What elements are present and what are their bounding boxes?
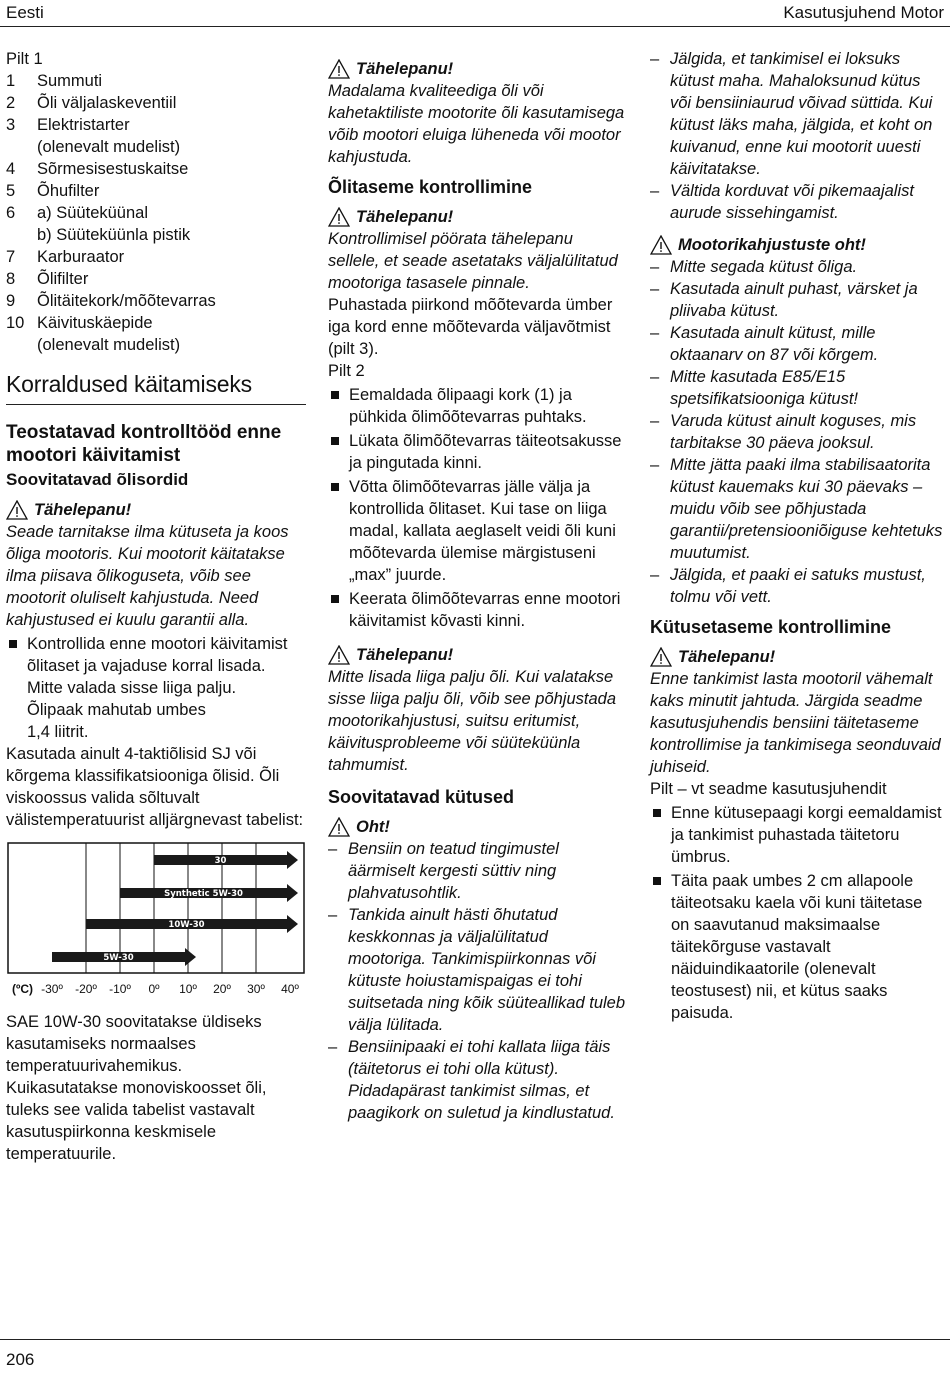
danger-block: [328, 816, 628, 1124]
warning-triangle-icon: [328, 817, 350, 837]
chart-bar-label: 5W-30: [103, 953, 134, 963]
square-bullet-icon: [331, 483, 339, 491]
chart-tick-label: -30º: [41, 982, 63, 996]
warning-block: [328, 206, 628, 294]
warning-text: Enne tankimist lasta mootoril vähemalt kaks minutit jahtuda. Järgida seadme kasutusjuhendis bensiini täitetaseme kontrollimise ja tankimisega seonduvaid juhiseid.: [650, 670, 941, 776]
oil-level-heading: Õlitaseme kontrollimine: [328, 177, 533, 197]
parts-list: [6, 70, 306, 356]
reference-paragraph: Pilt – vt seadme kasutusjuhendit: [650, 780, 887, 798]
column-2: [328, 58, 628, 1124]
dash-item: – Bensiinipaaki ei tohi kallata liiga täis (täitetorus ei tohi olla kütust). Pidadapärast tankimist silmas, et paagikork on suletud ja kindlustatud.: [328, 1038, 615, 1122]
warning-title: Tähelepanu!: [34, 501, 132, 519]
warning-triangle-icon: [650, 235, 672, 255]
chart-tick-label: 0º: [148, 982, 160, 996]
list-item: 10 Käivituskäepide: [6, 314, 153, 332]
chart-unit-label: (ºC): [12, 982, 34, 996]
chart-tick-label: 20º: [213, 982, 231, 996]
warning-block: [6, 499, 306, 631]
list-item: (olenevalt mudelist): [37, 336, 181, 354]
column-3: [650, 48, 945, 1024]
step-item: Keerata õlimõõtevarras enne mootori käivitamist kõvasti kinni.: [328, 588, 628, 632]
square-bullet-icon: [331, 595, 339, 603]
warning-block: [328, 58, 628, 168]
warning-title: Tähelepanu!: [356, 646, 454, 664]
warning-block: [650, 646, 945, 778]
warning-triangle-icon: [328, 645, 350, 665]
column-1: [6, 48, 306, 1165]
footer-rule: [0, 1339, 950, 1340]
figure-label: Pilt 1: [6, 50, 43, 68]
list-item: 1 Summuti: [6, 72, 103, 90]
bullet-item: Täita paak umbes 2 cm allapoole täiteotsaku kaela või kuni täitetase on saavutanud maksimaalse täitekõrguse vastavalt näiduindikaatorile (olenevalt teostusest) nii, et kütus saaks paisuda.: [650, 870, 945, 1024]
page-header: [0, 0, 950, 26]
viscosity-chart: [6, 841, 306, 1003]
oil-class-paragraph: Kasutada ainult 4-taktiõlisid SJ või kõrgema klassifikatsiooniga õlisid. Õli viskoossus valida sõltuvalt välistemperatuurist alljärgnevast tabelist:: [6, 745, 304, 829]
warning-title: Tähelepanu!: [356, 208, 454, 226]
dash-item: – Jälgida, et paaki ei satuks mustust, tolmu või vett.: [650, 566, 926, 606]
list-item: 2 Õli väljalaskeventiil: [6, 94, 177, 112]
bullet-item: Kontrollida enne mootori käivitamist õlitaset ja vajaduse korral lisada. Mitte valada sisse liiga palju. Õlipaak mahutab umbes 1,4 liitrit.: [6, 633, 306, 743]
list-item: (olenevalt mudelist): [37, 138, 181, 156]
list-item: 7 Karburaator: [6, 248, 125, 266]
warning-text: Madalama kvaliteediga õli või kahetaktiliste mootorite õli kasutamisega võib mootori eluiga lüheneda või mootor kahjustuda.: [328, 82, 625, 166]
list-item: 4 Sõrmesisestuskaitse: [6, 160, 189, 178]
dash-item: – Bensiin on teatud tingimustel äärmiselt kergesti süttiv ning plahvatusohtlik.: [328, 840, 559, 902]
fuel-level-heading: Kütusetaseme kontrollimine: [650, 617, 892, 637]
square-bullet-icon: [653, 809, 661, 817]
chart-bar-label: 10W-30: [168, 920, 205, 930]
header-rule: [0, 26, 950, 27]
chart-bar-label: Synthetic 5W-30: [164, 889, 243, 899]
warning-triangle-icon: [6, 500, 28, 520]
list-item: b) Süüteküünla pistik: [37, 226, 191, 244]
header-manual-title: Kasutusjuhend Motor: [783, 3, 944, 22]
page-number: 206: [6, 1350, 35, 1369]
clean-paragraph: Puhastada piirkond mõõtevarda ümber iga kord enne mõõtevarda väljavõtmist (pilt 3).: [328, 296, 613, 358]
warning-text: Seade tarnitakse ilma kütuseta ja koos õliga mootoris. Kui mootorit käitatakse ilma piisava õlikoguseta, võib see mootorit oluliselt kahjustuda. Need kahjustused ei kuulu garantii alla.: [6, 523, 289, 629]
chart-tick-label: -20º: [75, 982, 97, 996]
list-item: 6 a) Süüteküünal: [6, 204, 148, 222]
monograde-paragraph: Kuikasutatakse monoviskoosset õli, tuleks see valida tabelist vastavalt kasutuspiirkonna keskmisele temperatuurile.: [6, 1079, 267, 1163]
list-item: 9 Õlitäitekork/mõõtevarras: [6, 292, 216, 310]
step-item: Lükata õlimõõtevarras täiteotsakusse ja pingutada kinni.: [328, 430, 628, 474]
bullet-item: Enne kütusepaagi korgi eemaldamist ja tankimist puhastada täitetoru ümbrus.: [650, 802, 945, 868]
figure-label: Pilt 2: [328, 362, 365, 380]
list-item: 3 Elektristarter: [6, 116, 130, 134]
danger-title: Oht!: [356, 818, 390, 836]
dash-item: – Mitte kasutada E85/E15 spetsifikatsiooniga kütust!: [650, 368, 859, 408]
warning-triangle-icon: [650, 647, 672, 667]
list-item: 5 Õhufilter: [6, 182, 100, 200]
chart-tick-label: 10º: [179, 982, 197, 996]
warning-text: Mitte lisada liiga palju õli. Kui valatakse sisse liiga palju õli, võib see põhjustada mootorikahjustusi, suitsu eritumist, käivitusprobleeme või süüteküünla tahmumist.: [328, 668, 617, 774]
chart-tick-label: 40º: [281, 982, 299, 996]
dash-item: – Kasutada ainult kütust, mille oktaanarv on 87 või kõrgem.: [650, 324, 879, 364]
warning-title: Tähelepanu!: [356, 60, 454, 78]
list-item: 8 Õlifilter: [6, 270, 89, 288]
dash-item: – Kasutada ainult puhast, värsket ja pliivaba kütust.: [650, 280, 918, 320]
step-item: Võtta õlimõõtevarras jälle välja ja kontrollida õlitaset. Kui tase on liiga madal, kallata aeglaselt veidi õli kuni mõõtevarda ülemise märgistuseni „max” juurde.: [328, 476, 628, 586]
header-language: Eesti: [6, 3, 44, 22]
engine-damage-block: [650, 234, 945, 608]
warning-triangle-icon: [328, 207, 350, 227]
chart-tick-label: -10º: [109, 982, 131, 996]
square-bullet-icon: [331, 437, 339, 445]
dash-item: – Varuda kütust ainult koguses, mis tarbitakse 30 päeva jooksul.: [650, 412, 917, 452]
section-title: Korraldused käitamiseks: [6, 370, 306, 405]
subsection-title: Teostatavad kontrolltööd enne mootori käivitamist: [6, 422, 282, 466]
dash-item: – Mitte jätta paaki ilma stabilisaatorita kütust kauemaks kui 30 päevaks – muidu võib see põhjustada garantii/pretensiooniõiguse kehtetuks muutumist.: [650, 456, 943, 562]
dash-item: – Vältida korduvat või pikemaajalist aurude sissehingamist.: [650, 182, 914, 222]
dash-item: – Jälgida, et tankimisel ei loksuks kütust maha. Mahaloksunud kütus või bensiiniaurud võivad süttida. Kui kütust läks maha, jälgida, et koht on kuivanud, enne kui mootorit uuesti käivitatakse.: [650, 50, 933, 178]
chart-tick-label: 30º: [247, 982, 265, 996]
warning-text: Kontrollimisel pöörata tähelepanu sellele, et seade asetataks väljalülitatud mootoriga tasasele pinnale.: [328, 230, 618, 292]
square-bullet-icon: [653, 877, 661, 885]
dash-item: – Mitte segada kütust õliga.: [650, 258, 858, 276]
square-bullet-icon: [331, 391, 339, 399]
step-item: Eemaldada õlipaagi kork (1) ja pühkida õlimõõtevarras puhtaks.: [328, 384, 628, 428]
square-bullet-icon: [9, 640, 17, 648]
dash-item: – Tankida ainult hästi õhutatud keskkonnas ja väljalülitatud mootoriga. Tankimispiirkonnas või kütuste hoiustamispaigas ei tohi suitsetada ning kõik süüteallikad tuleb välja lülitada.: [328, 906, 626, 1034]
warning-block: [328, 644, 628, 776]
sae-paragraph: SAE 10W-30 soovitatakse üldiseks kasutamiseks normaalses temperatuurivahemikus.: [6, 1013, 262, 1075]
viscosity-chart-svg: [6, 841, 306, 1003]
engine-damage-title: Mootorikahjustuste oht!: [678, 236, 866, 254]
oil-types-heading: Soovitatavad õlisordid: [6, 470, 189, 489]
warning-triangle-icon: [328, 59, 350, 79]
warning-title: Tähelepanu!: [678, 648, 776, 666]
fuels-heading: Soovitatavad kütused: [328, 787, 515, 807]
chart-bar-label: 30: [214, 856, 227, 866]
